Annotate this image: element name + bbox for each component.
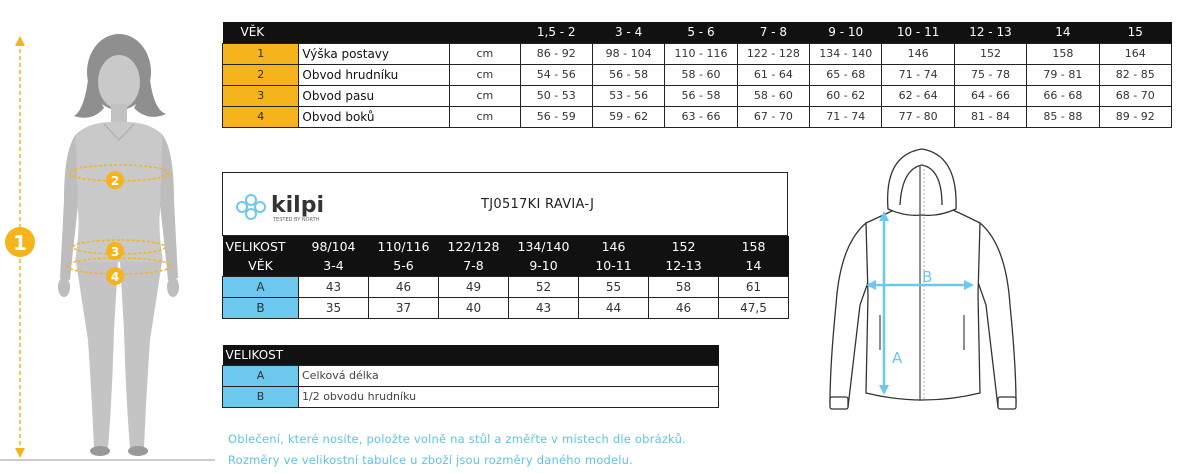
product-header: [222, 172, 788, 236]
svg-text:kilpi: kilpi: [271, 193, 325, 218]
body-measurement-figure: [0, 0, 215, 473]
value-cell: 37: [369, 297, 439, 318]
age-header-row: [223, 256, 789, 276]
jacket-diagram: [818, 145, 1028, 420]
age-column: 15: [1099, 22, 1171, 43]
svg-text:B: B: [922, 268, 933, 286]
row-number: 2: [223, 64, 299, 85]
legend-header-row: [223, 345, 719, 365]
legend-description: 1/2 obvodu hrudníku: [299, 386, 719, 407]
measurement-name: Obvod hrudníku: [299, 64, 450, 85]
age-column: 7-8: [439, 256, 509, 276]
value-cell: 85 - 88: [1027, 106, 1099, 127]
unit: cm: [450, 64, 520, 85]
age-column: 14: [1027, 22, 1099, 43]
value-cell: 40: [439, 297, 509, 318]
kilpi-logo: [233, 190, 373, 224]
value-cell: 47,5: [719, 297, 789, 318]
marker-hips: [106, 267, 124, 285]
value-cell: 44: [579, 297, 649, 318]
age-column: 14: [719, 256, 789, 276]
marker-chest: [106, 171, 124, 189]
value-cell: 164: [1099, 43, 1171, 64]
value-cell: 67 - 70: [737, 106, 809, 127]
measurement-name: Obvod boků: [299, 106, 450, 127]
unit: cm: [450, 43, 520, 64]
age-column: 1,5 - 2: [520, 22, 592, 43]
value-cell: 61: [719, 276, 789, 297]
value-cell: 52: [509, 276, 579, 297]
value-cell: 65 - 68: [810, 64, 882, 85]
value-cell: 58 - 60: [737, 85, 809, 106]
svg-text:TESTED BY NORTH: TESTED BY NORTH: [273, 217, 320, 223]
age-column: 12 - 13: [954, 22, 1026, 43]
svg-text:2: 2: [110, 174, 120, 188]
size-header-row: [223, 236, 789, 256]
age-column: 9-10: [509, 256, 579, 276]
row-number: 4: [223, 106, 299, 127]
svg-text:A: A: [892, 349, 903, 367]
value-cell: 122 - 128: [737, 43, 809, 64]
row-number: 3: [223, 85, 299, 106]
svg-text:3: 3: [110, 245, 120, 259]
table-row: [223, 386, 719, 407]
age-header-label: VĚK: [223, 22, 521, 43]
size-column: 98/104: [299, 236, 369, 256]
value-cell: 82 - 85: [1099, 64, 1171, 85]
legend-header: VELIKOST: [223, 345, 719, 365]
value-cell: 64 - 66: [954, 85, 1026, 106]
legend-label: B: [223, 386, 299, 407]
measure-legend-table: [222, 345, 719, 408]
value-cell: 71 - 74: [882, 64, 954, 85]
size-column: 152: [649, 236, 719, 256]
value-cell: 56 - 59: [520, 106, 592, 127]
instruction-note: Oblečení, které nosíte, položte volně na stůl a změřte v místech dle obrázků.: [228, 432, 686, 446]
row-number: 1: [223, 43, 299, 64]
size-column: 110/116: [369, 236, 439, 256]
table-row: [223, 106, 1172, 127]
value-cell: 98 - 104: [592, 43, 664, 64]
value-cell: 61 - 64: [737, 64, 809, 85]
value-cell: 53 - 56: [592, 85, 664, 106]
value-cell: 81 - 84: [954, 106, 1026, 127]
table-row: [223, 64, 1172, 85]
value-cell: 35: [299, 297, 369, 318]
value-cell: 63 - 66: [665, 106, 737, 127]
value-cell: 62 - 64: [882, 85, 954, 106]
size-column: 122/128: [439, 236, 509, 256]
value-cell: 54 - 56: [520, 64, 592, 85]
measure-label: A: [223, 276, 299, 297]
table-row: [223, 85, 1172, 106]
marker-height: [5, 227, 35, 257]
value-cell: 59 - 62: [592, 106, 664, 127]
value-cell: 66 - 68: [1027, 85, 1099, 106]
value-cell: 56 - 58: [592, 64, 664, 85]
value-cell: 50 - 53: [520, 85, 592, 106]
age-column: 5 - 6: [665, 22, 737, 43]
value-cell: 77 - 80: [882, 106, 954, 127]
value-cell: 134 - 140: [810, 43, 882, 64]
measurement-name: Obvod pasu: [299, 85, 450, 106]
table-row: [223, 276, 789, 297]
product-code: TJ0517KI RAVIA-J: [481, 197, 595, 212]
value-cell: 146: [882, 43, 954, 64]
age-column: 7 - 8: [737, 22, 809, 43]
value-cell: 55: [579, 276, 649, 297]
value-cell: 75 - 78: [954, 64, 1026, 85]
value-cell: 86 - 92: [520, 43, 592, 64]
age-column: 9 - 10: [810, 22, 882, 43]
table-row: [223, 365, 719, 386]
age-column: 10 - 11: [882, 22, 954, 43]
legend-description: Celková délka: [299, 365, 719, 386]
measurement-name: Výška postavy: [299, 43, 450, 64]
value-cell: 158: [1027, 43, 1099, 64]
value-cell: 152: [954, 43, 1026, 64]
size-chart-table: [222, 22, 1172, 128]
measure-label: B: [223, 297, 299, 318]
size-column: 158: [719, 236, 789, 256]
age-column: 5-6: [369, 256, 439, 276]
value-cell: 43: [509, 297, 579, 318]
size-label: VELIKOST: [223, 236, 299, 256]
value-cell: 68 - 70: [1099, 85, 1171, 106]
size-column: 146: [579, 236, 649, 256]
value-cell: 60 - 62: [810, 85, 882, 106]
value-cell: 43: [299, 276, 369, 297]
age-column: 3 - 4: [592, 22, 664, 43]
value-cell: 49: [439, 276, 509, 297]
value-cell: 46: [649, 297, 719, 318]
table-row: [223, 43, 1172, 64]
size-table-header-row: [223, 22, 1172, 43]
svg-text:4: 4: [110, 270, 120, 284]
age-column: 3-4: [299, 256, 369, 276]
model-note: Rozměry ve velikostní tabulce u zboží jsou rozměry daného modelu.: [228, 453, 633, 467]
value-cell: 110 - 116: [665, 43, 737, 64]
svg-text:1: 1: [13, 231, 27, 255]
value-cell: 89 - 92: [1099, 106, 1171, 127]
age-column: 10-11: [579, 256, 649, 276]
value-cell: 58: [649, 276, 719, 297]
value-cell: 79 - 81: [1027, 64, 1099, 85]
unit: cm: [450, 106, 520, 127]
legend-label: A: [223, 365, 299, 386]
unit: cm: [450, 85, 520, 106]
marker-waist: [106, 242, 124, 260]
product-measure-table: [222, 236, 789, 319]
table-row: [223, 297, 789, 318]
value-cell: 58 - 60: [665, 64, 737, 85]
value-cell: 56 - 58: [665, 85, 737, 106]
age-column: 12-13: [649, 256, 719, 276]
age-label: VĚK: [223, 256, 299, 276]
size-column: 134/140: [509, 236, 579, 256]
value-cell: 46: [369, 276, 439, 297]
value-cell: 71 - 74: [810, 106, 882, 127]
